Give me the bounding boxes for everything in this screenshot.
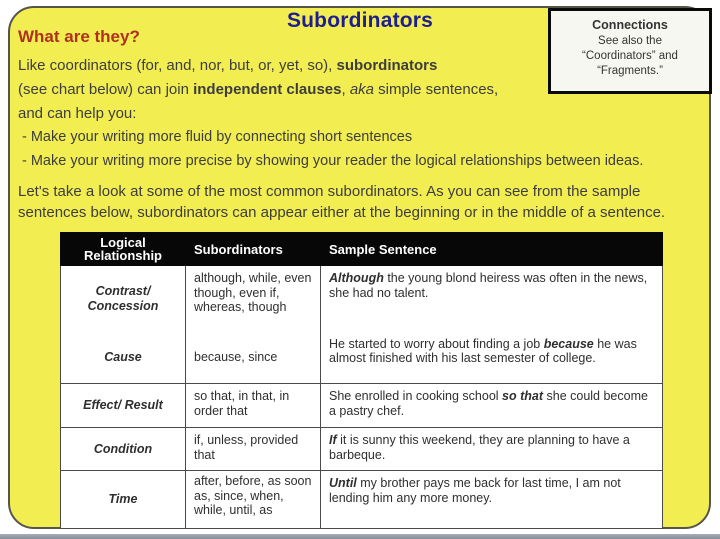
table-row	[61, 332, 663, 384]
bullet-item: - Make your writing more fluid by connecting short sentences	[22, 129, 413, 145]
cell-sample-sentence: Although the young blond heiress was often in the news, she had no talent.	[321, 266, 663, 332]
cell-relationship: Time	[61, 471, 186, 529]
cell-relationship: Condition	[61, 428, 186, 471]
cell-relationship: Contrast/ Concession	[61, 266, 186, 332]
common-subordinators-paragraph: Let's take a look at some of the most common subordinators. As you can see from the sample sentences below, subordinators can appear either at the beginning or in the middle of a sentence.	[18, 183, 666, 221]
cell-subordinators: so that, in that, in order that	[186, 384, 321, 428]
cell-sample-sentence: He started to worry about finding a job because he was almost finished with his last semester of college.	[321, 332, 663, 384]
header-sample-sentence: Sample Sentence	[321, 233, 663, 266]
connections-line: See also the	[598, 35, 662, 47]
connections-title: Connections	[592, 18, 668, 32]
cell-relationship: Effect/ Result	[61, 384, 186, 428]
subordinators-table	[60, 232, 663, 529]
page-title: Subordinators	[286, 9, 434, 32]
cell-subordinators: after, before, as soon as, since, when, while, until, as	[186, 471, 321, 529]
connections-line: “Fragments.”	[597, 65, 663, 77]
connections-line: “Coordinators” and	[582, 50, 678, 62]
bottom-edge-bar	[0, 534, 720, 539]
table-row	[61, 471, 663, 529]
cell-subordinators: although, while, even though, even if, whereas, though	[186, 266, 321, 332]
table-row	[61, 266, 663, 332]
cell-subordinators: because, since	[186, 332, 321, 384]
header-logical-relationship: Logical Relationship	[61, 233, 186, 266]
header-subordinators: Subordinators	[186, 233, 321, 266]
bullet-item: - Make your writing more precise by showing your reader the logical relationships between ideas.	[22, 153, 644, 169]
intro-paragraph: Like coordinators (for, and, nor, but, or, yet, so), subordinators (see chart below) can join independent clauses, aka simple sentences, and can help you:	[18, 57, 499, 122]
cell-relationship: Cause	[61, 332, 186, 384]
what-are-they-heading: What are they?	[18, 27, 140, 46]
cell-subordinators: if, unless, provided that	[186, 428, 321, 471]
table-header-row	[61, 233, 663, 266]
cell-sample-sentence: Until my brother pays me back for last time, I am not lending him any more money.	[321, 471, 663, 529]
table-row	[61, 428, 663, 471]
table-row	[61, 384, 663, 428]
cell-sample-sentence: If it is sunny this weekend, they are planning to have a barbeque.	[321, 428, 663, 471]
cell-sample-sentence: She enrolled in cooking school so that she could become a pastry chef.	[321, 384, 663, 428]
